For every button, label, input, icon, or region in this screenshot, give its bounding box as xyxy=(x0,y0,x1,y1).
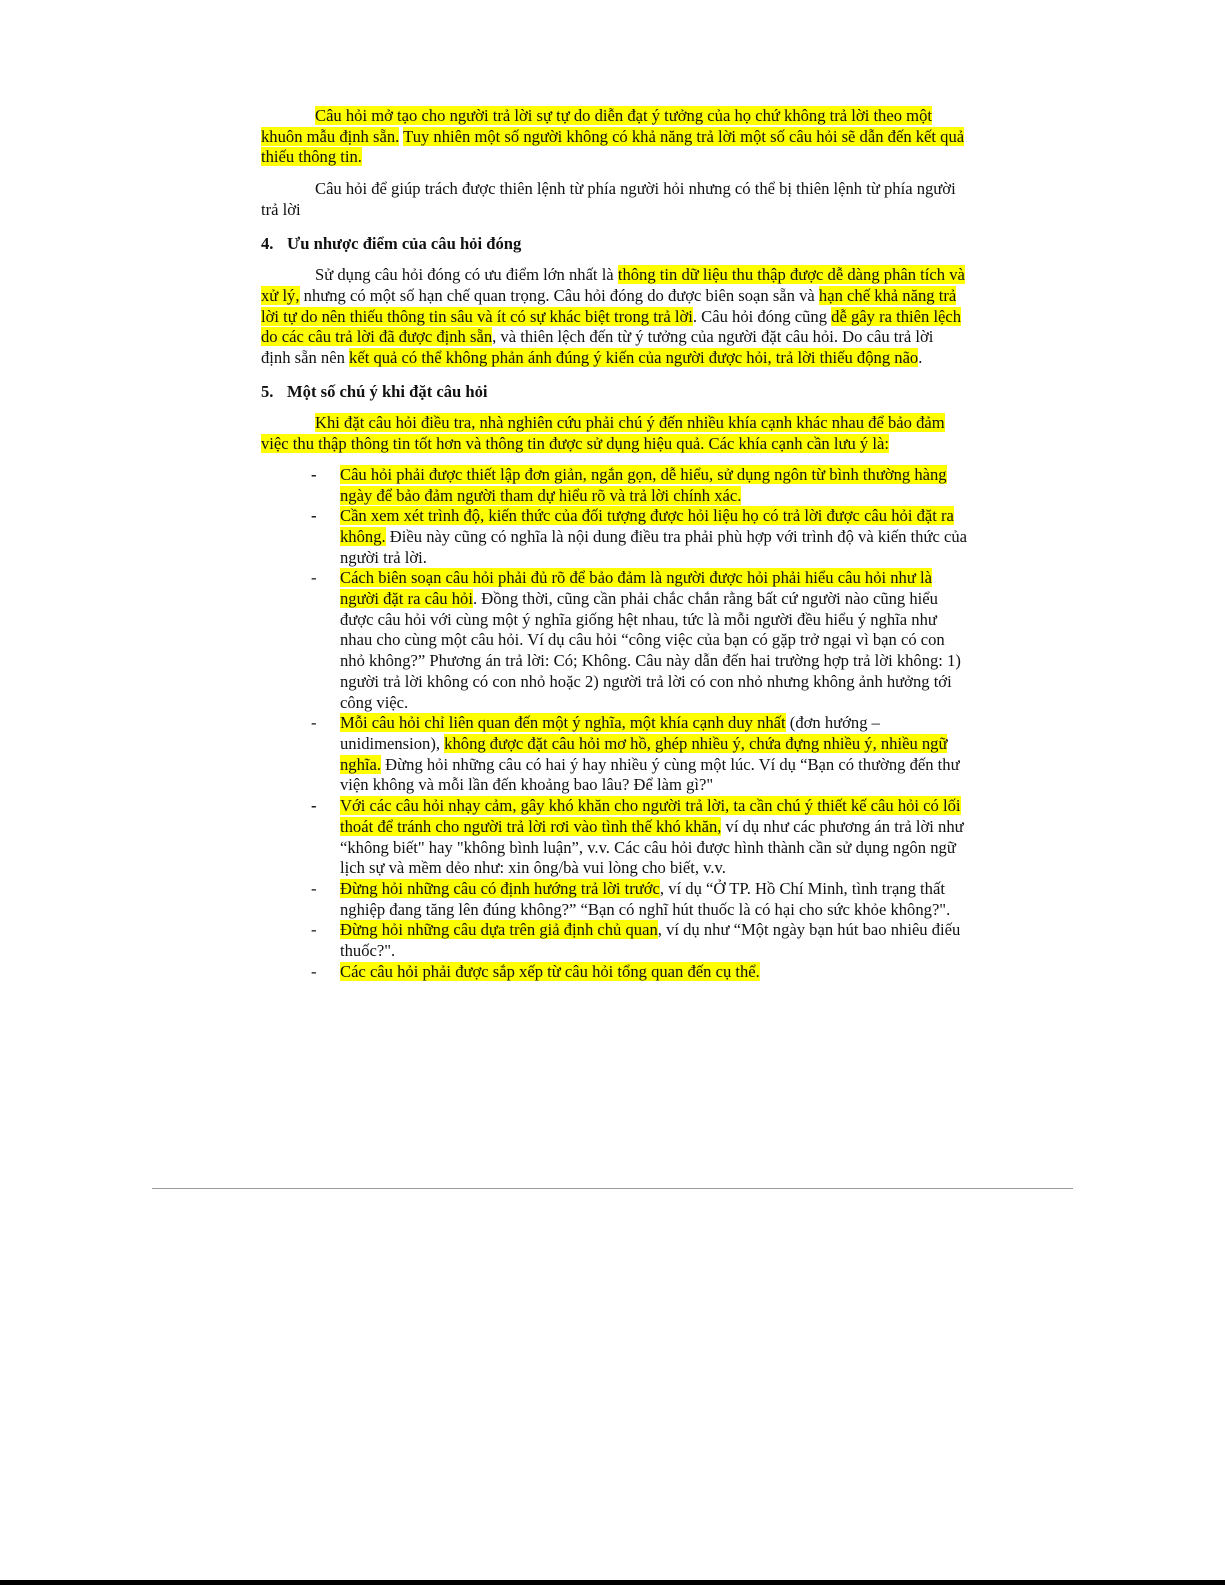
dash-bullet: - xyxy=(311,568,317,588)
paragraph-notes-intro xyxy=(261,413,967,454)
text-run: . xyxy=(918,348,923,368)
highlighted-text: Đừng hỏi những câu dựa trên giả định chủ quan xyxy=(340,920,658,940)
paragraph-open-questions xyxy=(261,106,967,168)
highlighted-text: Các câu hỏi phải được sắp xếp từ câu hỏi tổng quan đến cụ thể. xyxy=(340,961,760,981)
document-page xyxy=(261,106,967,982)
highlighted-text: dễ gây ra thiên lệch do các câu trả lời đã được định sẵn xyxy=(261,306,962,347)
heading-text: Một số chú ý khi đặt câu hỏi xyxy=(287,381,488,401)
text-run: Sử dụng câu hỏi đóng có ưu điểm lớn nhất là xyxy=(315,265,618,285)
highlighted-text: Đừng hỏi những câu có định hướng trả lời trước xyxy=(340,878,660,898)
text-run: , ví dụ “Ở TP. Hồ Chí Minh, tình trạng thất nghiệp đang tăng lên đúng không?” “Bạn có nghĩ hút thuốc là có hại cho sức khỏe không?". xyxy=(340,878,951,919)
heading-number: 4. xyxy=(261,233,274,253)
text-run: , và thiên lệch đến từ ý tưởng của người đặt câu hỏi. Do câu trả lời định sẵn nên xyxy=(261,327,934,368)
highlighted-text: hạn chế khả năng trả lời tự do nên thiếu thông tin sâu và ít có sự khác biệt trong trả lời xyxy=(261,285,957,326)
list-item xyxy=(261,568,967,713)
text-run: , ví dụ như “Một ngày bạn hút bao nhiêu điếu thuốc?". xyxy=(340,920,961,961)
paragraph-bias: Câu hỏi để giúp trách được thiên lệnh từ phía người hỏi nhưng có thể bị thiên lệnh từ phía người trả lời xyxy=(261,179,956,219)
bottom-edge-bar xyxy=(0,1580,1225,1585)
dash-bullet: - xyxy=(311,920,317,940)
dash-bullet: - xyxy=(311,506,317,526)
list-item xyxy=(261,920,967,961)
text-run: . Đồng thời, cũng cần phải chắc chắn rằng bất cứ người nào cũng hiểu được câu hỏi với cùng một ý nghĩa giống hệt nhau, tức là mỗi người đều hiểu ý nghĩa như nhau cho cùng một câu hỏi. Ví dụ câu hỏi “công việc của bạn có gặp trở ngại vì bạn có con nhỏ không?” Phương án trả lời: Có; Không. Câu này dẫn đến hai trường hợp trả lời không: 1) người trả lời không có con nhỏ hoặc 2) người trả lời có con nhỏ nhưng không ảnh hưởng tới công việc. xyxy=(340,589,961,712)
paragraph-closed-questions xyxy=(261,265,967,369)
list-item xyxy=(261,796,967,879)
dash-bullet: - xyxy=(311,961,317,981)
text-run: (đơn hướng – unidimension), xyxy=(340,713,880,753)
list-item xyxy=(261,879,967,920)
heading-number: 5. xyxy=(261,381,274,401)
text-run: . Câu hỏi đóng cũng xyxy=(692,306,832,326)
list-item xyxy=(261,465,967,506)
text-run: ví dụ như các phương án trả lời như “không biết" hay "không bình luận”, v.v. Các câu hỏi được hình thành cần sử dụng ngôn ngữ lịch sự và mềm dẻo như: xin ông/bà vui lòng cho biết, v.v. xyxy=(340,816,964,878)
text-run: Đừng hỏi những câu có hai ý hay nhiều ý cùng một lúc. Ví dụ “Bạn có thường đến thư viện không và mỗi lần đến khoảng bao lâu? Để làm gì?" xyxy=(340,754,960,795)
heading-section-5 xyxy=(261,382,967,403)
heading-text: Ưu nhược điểm của câu hỏi đóng xyxy=(287,233,522,253)
dash-bullet: - xyxy=(311,796,317,816)
highlighted-text: Với các câu hỏi nhạy cảm, gây khó khăn cho người trả lời, ta cần chú ý thiết kế câu hỏi có lối thoát để tránh cho người trả lời rơi vào tình thế khó khăn, xyxy=(340,796,961,836)
dash-bullet: - xyxy=(311,464,317,484)
highlighted-text: Câu hỏi phải được thiết lập đơn giản, ngắn gọn, dễ hiểu, sử dụng ngôn từ bình thường hàng ngày để bảo đảm người tham dự hiểu rõ và trả lời chính xác. xyxy=(340,464,947,505)
highlighted-text: Mỗi câu hỏi chỉ liên quan đến một ý nghĩa, một khía cạnh duy nhất xyxy=(340,713,786,733)
highlighted-text: Cần xem xét trình độ, kiến thức của đối tượng được hỏi liệu họ có trả lời được câu hỏi đặt ra không. xyxy=(340,506,954,546)
notes-list xyxy=(261,465,967,983)
list-item xyxy=(261,506,967,568)
highlighted-text: Câu hỏi mở tạo cho người trả lời sự tự do diễn đạt ý tưởng của họ chứ không trả lời theo một khuôn mẫu định sẵn. xyxy=(261,106,932,146)
list-item xyxy=(261,962,967,983)
text-run: Điều này cũng có nghĩa là nội dung điều tra phải phù hợp với trình độ và kiến thức của người trả lời. xyxy=(340,526,968,567)
highlighted-text: thông tin dữ liệu thu thập được dễ dàng phân tích và xử lý, xyxy=(261,265,965,305)
text-run: nhưng có một số hạn chế quan trọng. Câu hỏi đóng do được biên soạn sẵn và xyxy=(299,285,819,305)
list-item xyxy=(261,713,967,796)
page-divider xyxy=(152,1188,1073,1189)
highlighted-text: không được đặt câu hỏi mơ hồ, ghép nhiều ý, chứa đựng nhiều ý, nhiều ngữ nghĩa. xyxy=(340,733,948,774)
dash-bullet: - xyxy=(311,878,317,898)
dash-bullet: - xyxy=(311,713,317,733)
highlighted-text: Tuy nhiên một số người không có khả năng trả lời một số câu hỏi sẽ dẫn đến kết quả thiếu thông tin. xyxy=(261,126,965,167)
highlighted-text: Khi đặt câu hỏi điều tra, nhà nghiên cứu phải chú ý đến nhiều khía cạnh khác nhau để bảo đảm việc thu thập thông tin tốt hơn và thông tin được sử dụng hiệu quả. Các khía cạnh cần lưu ý là: xyxy=(261,413,945,454)
heading-section-4 xyxy=(261,234,967,255)
highlighted-text: Cách biên soạn câu hỏi phải đủ rõ để bảo đảm là người được hỏi phải hiểu câu hỏi như là người đặt ra câu hỏi xyxy=(340,568,932,609)
highlighted-text: kết quả có thể không phản ánh đúng ý kiến của người được hỏi, trả lời thiếu động não xyxy=(349,348,919,368)
